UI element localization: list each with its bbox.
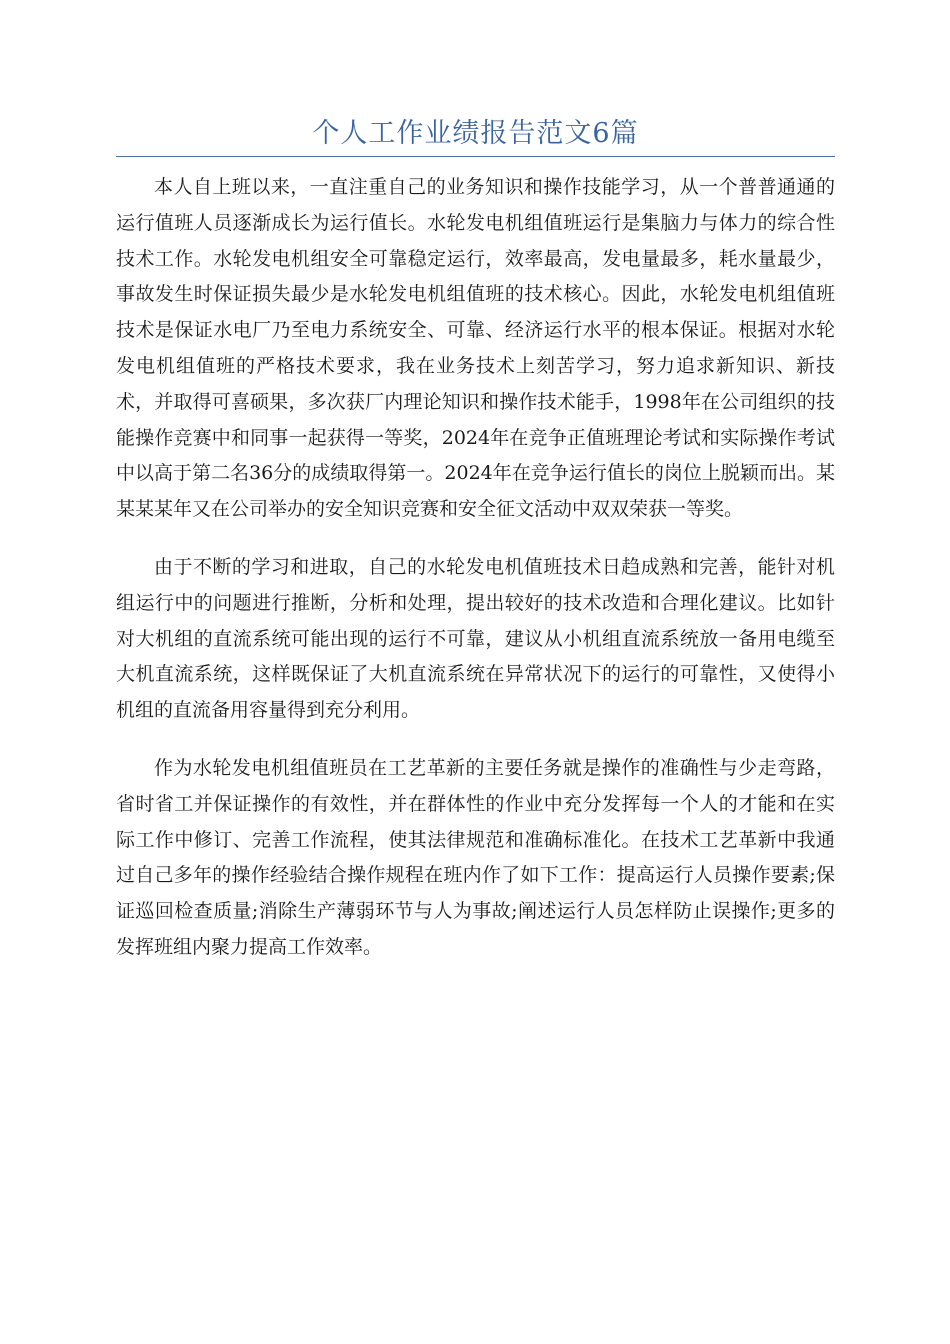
document-body [116, 170, 835, 988]
paragraph-2: 由于不断的学习和进取，自己的水轮发电机值班技术日趋成熟和完善，能针对机组运行中的问题进行推断，分析和处理，提出较好的技术改造和合理化建议。比如针对大机组的直流系统可能出现的运行不可靠，建议从小机组直流系统放一备用电缆至大机直流系统，这样既保证了大机直流系统在异常状况下的运行的可靠性，又使得小机组的直流备用容量得到充分利用。 [116, 555, 835, 722]
paragraph-3: 作为水轮发电机组值班员在工艺革新的主要任务就是操作的准确性与少走弯路，省时省工并保证操作的有效性，并在群体性的作业中充分发挥每一个人的才能和在实际工作中修订、完善工作流程，使其法律规范和准确标准化。在技术工艺革新中我通过自己多年的操作经验结合操作规程在班内作了如下工作：提高运行人员操作要素;保证巡回检查质量;消除生产薄弱环节与人为事故;阐述运行人员怎样防止误操作;更多的发挥班组内聚力提高工作效率。 [116, 756, 835, 958]
document-title: 个人工作业绩报告范文6篇 [312, 118, 639, 149]
paragraph-1: 本人自上班以来，一直注重自己的业务知识和操作技能学习，从一个普普通通的运行值班人员逐渐成长为运行值长。水轮发电机组值班运行是集脑力与体力的综合性技术工作。水轮发电机组安全可靠稳定运行，效率最高，发电量最多，耗水量最少，事故发生时保证损失最少是水轮发电机组值班的技术核心。因此，水轮发电机组值班技术是保证水电厂乃至电力系统安全、可靠、经济运行水平的根本保证。根据对水轮发电机组值班的严格技术要求，我在业务技术上刻苦学习，努力追求新知识、新技术，并取得可喜硕果，多次获厂内理论知识和操作技术能手，1998年在公司组织的技能操作竞赛中和同事一起获得一等奖，2024年在竞争正值班理论考试和实际操作考试中以高于第二名36分的成绩取得第一。2024年在竞争运行值长的岗位上脱颖而出。某某某某年又在公司举办的安全知识竞赛和安全征文活动中双双荣获一等奖。 [116, 176, 835, 521]
title-block [116, 112, 835, 157]
